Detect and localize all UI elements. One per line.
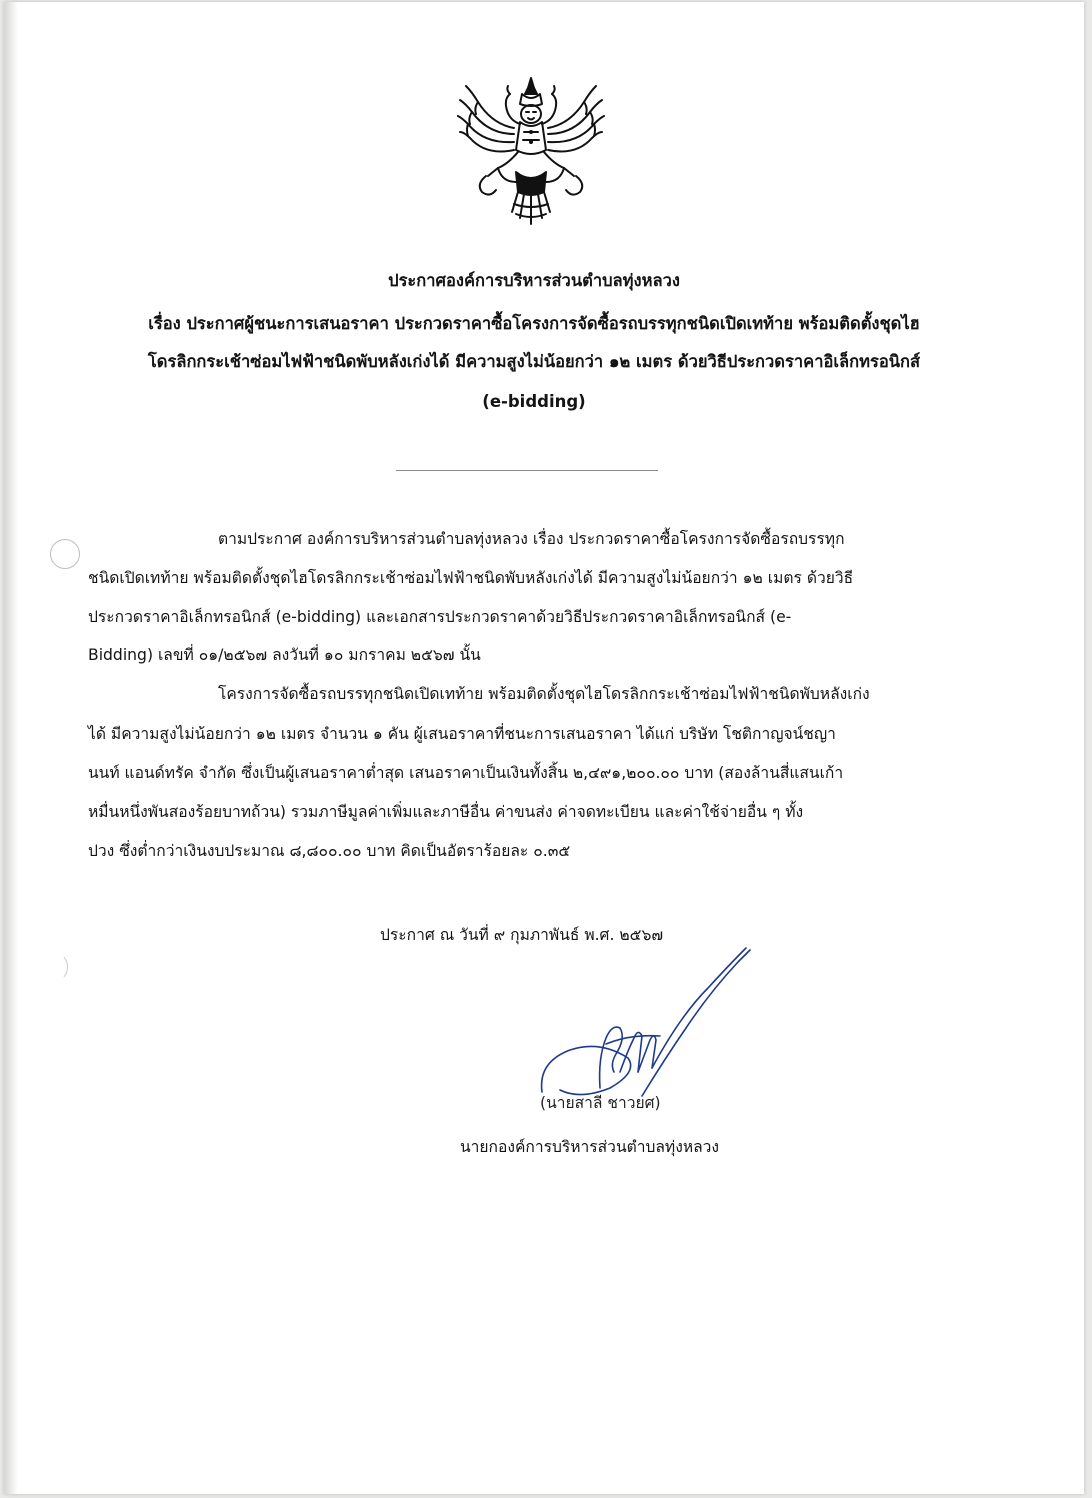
- body-text-line: ชนิดเปิดเทท้าย พร้อมติดตั้งชุดไฮโดรลิกกระเช้าซ่อมไฟฟ้าชนิดพับหลังเก่งได้ มีความสูงไม่น้อยกว่า ๑๒ เมตร ด้วยวิธี: [88, 569, 854, 587]
- subject-line: เรื่อง ประกาศผู้ชนะการเสนอราคา ประกวดราคาซื้อโครงการจัดซื้อรถบรรทุกชนิดเปิดเทท้าย พร้อมติดตั้งชุดไฮ: [148, 314, 920, 333]
- document-title: ประกาศองค์การบริหารส่วนตำบลทุ่งหลวง: [388, 271, 680, 290]
- body-text-line: โครงการจัดซื้อรถบรรทุกชนิดเปิดเทท้าย พร้อมติดตั้งชุดไฮโดรลิกกระเช้าซ่อมไฟฟ้าชนิดพับหลังเก่ง: [218, 685, 870, 703]
- body-text-line: Bidding) เลขที่ ๐๑/๒๕๖๗ ลงวันที่ ๑๐ มกราคม ๒๕๖๗ นั้น: [88, 646, 481, 664]
- body-text-line: ประกวดราคาอิเล็กทรอนิกส์ (e-bidding) และเอกสารประกวดราคาด้วยวิธีประกวดราคาอิเล็กทรอนิกส์ (e-: [88, 608, 792, 626]
- page-edge-shadow: [4, 2, 18, 1494]
- title-divider: [396, 470, 658, 471]
- signer-name: (นายสาลี ชาวยศ): [540, 1094, 661, 1112]
- body-text-line: ได้ มีความสูงไม่น้อยกว่า ๑๒ เมตร จำนวน ๑ คัน ผู้เสนอราคาที่ชนะการเสนอราคา ได้แก่ บริษัท โชติกาญจน์ชญา: [88, 725, 836, 743]
- subject-line: (e-bidding): [482, 392, 586, 411]
- announcement-date: ประกาศ ณ วันที่ ๙ กุมภาพันธ์ พ.ศ. ๒๕๖๗: [380, 926, 664, 944]
- garuda-emblem-icon: [456, 72, 606, 230]
- document-page: [4, 2, 1084, 1494]
- punch-hole-mark: [50, 539, 80, 569]
- body-text-line: ปวง ซึ่งต่ำกว่าเงินงบประมาณ ๘,๘๐๐.๐๐ บาท คิดเป็นอัตราร้อยละ ๐.๓๕: [88, 842, 571, 860]
- signature-icon: [540, 940, 762, 1112]
- subject-line: โดรลิกกระเช้าซ่อมไฟฟ้าชนิดพับหลังเก่งได้ มีความสูงไม่น้อยกว่า ๑๒ เมตร ด้วยวิธีประกวดราคาอิเล็กทรอนิกส์: [147, 352, 921, 371]
- body-text-line: หมื่นหนึ่งพันสองร้อยบาทถ้วน) รวมภาษีมูลค่าเพิ่มและภาษีอื่น ค่าขนส่ง ค่าจดทะเบียน และค่าใช้จ่ายอื่น ๆ ทั้ง: [88, 803, 804, 821]
- punch-hole-mark: [44, 953, 68, 981]
- signer-title: นายกองค์การบริหารส่วนตำบลทุ่งหลวง: [460, 1138, 720, 1156]
- body-text-line: ตามประกาศ องค์การบริหารส่วนตำบลทุ่งหลวง เรื่อง ประกวดราคาซื้อโครงการจัดซื้อรถบรรทุก: [218, 530, 845, 548]
- body-text-line: นนท์ แอนด์ทรัค จำกัด ซึ่งเป็นผู้เสนอราคาต่ำสุด เสนอราคาเป็นเงินทั้งสิ้น ๒,๔๙๑,๒๐๐.๐๐ บาท (สองล้านสี่แสนเก้า: [88, 764, 844, 782]
